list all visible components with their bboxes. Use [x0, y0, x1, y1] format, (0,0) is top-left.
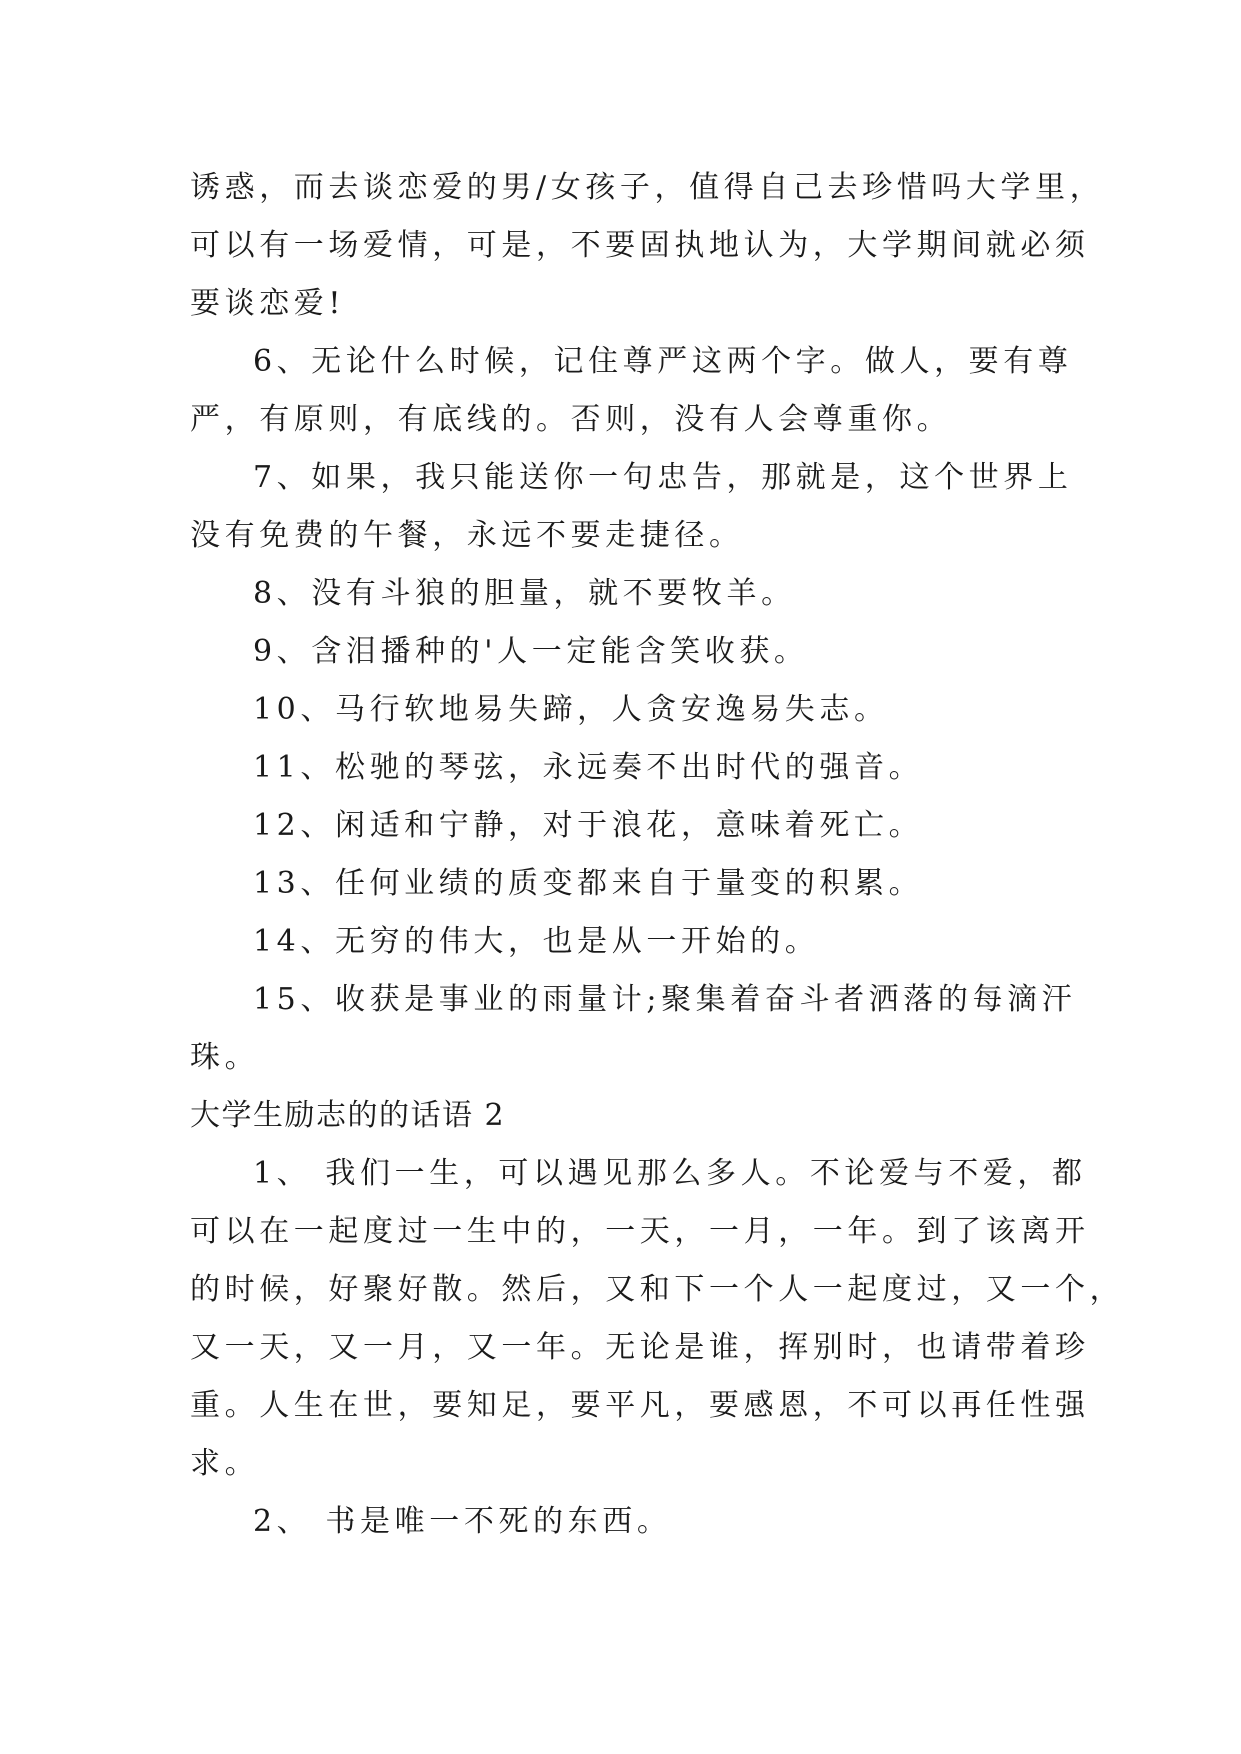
text-line: 求。 [190, 1446, 260, 1481]
list-item-7: 7、如果，我只能送你一句忠告，那就是，这个世界上 [253, 460, 1073, 495]
list-item-15: 15、收获是事业的雨量计;聚集着奋斗者洒落的每滴汗 [253, 982, 1077, 1017]
text-line: 可以有一场爱情，可是，不要固执地认为，大学期间就必须 [190, 228, 1090, 263]
text-line: 要谈恋爱! [190, 286, 346, 321]
text-line: 珠。 [190, 1040, 260, 1075]
text-line: 又一天，又一月，又一年。无论是谁，挥别时，也请带着珍 [190, 1330, 1090, 1365]
text-line: 重。人生在世，要知足，要平凡，要感恩，不可以再任性强 [190, 1388, 1090, 1423]
text-line: 可以在一起度过一生中的，一天，一月，一年。到了该离开 [190, 1214, 1090, 1249]
list-item-2: 2、 书是唯一不死的东西。 [253, 1504, 672, 1539]
section-heading: 大学生励志的的话语 2 [190, 1098, 506, 1133]
list-item-8: 8、没有斗狼的胆量，就不要牧羊。 [253, 576, 796, 611]
list-item-12: 12、闲适和宁静，对于浪花，意味着死亡。 [253, 808, 924, 843]
list-item-11: 11、松驰的琴弦，永远奏不出时代的强音。 [253, 750, 924, 785]
text-line: 没有免费的午餐，永远不要走捷径。 [190, 518, 744, 553]
list-item-14: 14、无穷的伟大，也是从一开始的。 [253, 924, 820, 959]
text-line: 诱惑，而去谈恋爱的男/女孩子，值得自己去珍惜吗大学里， [190, 170, 1105, 205]
list-item-1: 1、 我们一生，可以遇见那么多人。不论爱与不爱，都 [253, 1156, 1087, 1191]
text-line: 的时候，好聚好散。然后，又和下一个人一起度过，又一个， [190, 1272, 1125, 1307]
list-item-13: 13、任何业绩的质变都来自于量变的积累。 [253, 866, 924, 901]
text-line: 严，有原则，有底线的。否则，没有人会尊重你。 [190, 402, 952, 437]
list-item-9: 9、含泪播种的'人一定能含笑收获。 [253, 634, 809, 669]
list-item-6: 6、无论什么时候，记住尊严这两个字。做人，要有尊 [253, 344, 1073, 379]
list-item-10: 10、马行软地易失蹄，人贪安逸易失志。 [253, 692, 889, 727]
